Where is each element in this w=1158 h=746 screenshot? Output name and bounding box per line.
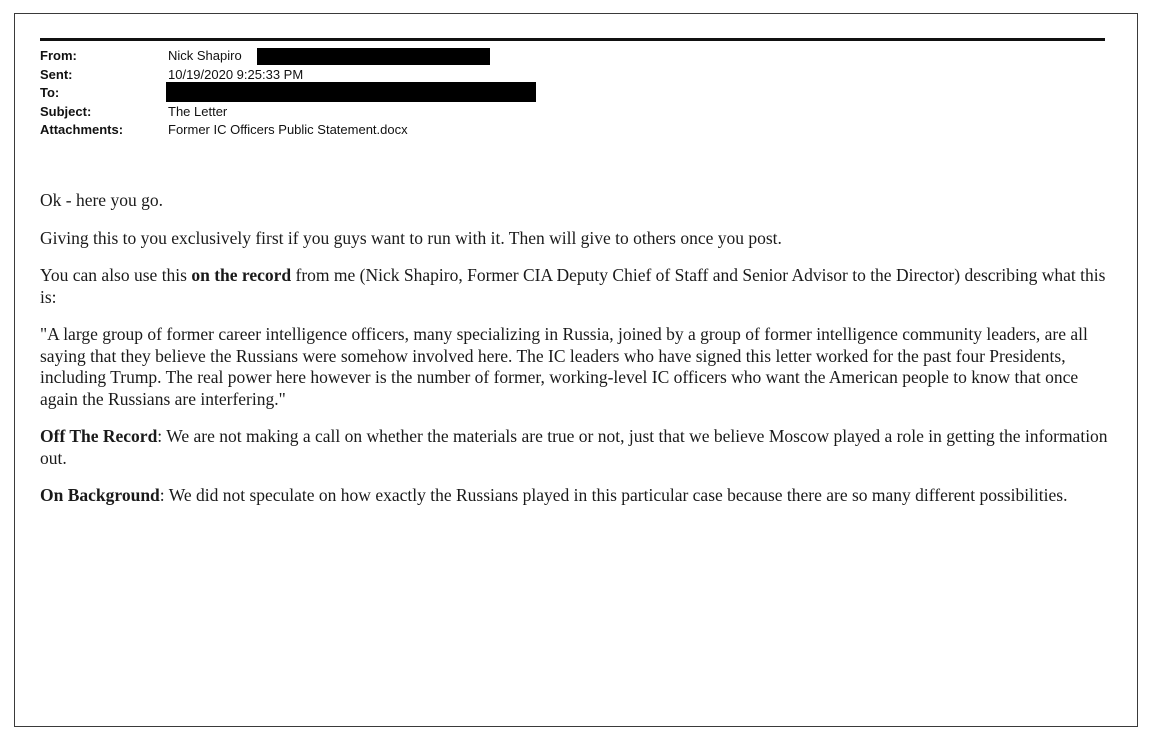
attachments-label: Attachments: <box>40 122 124 137</box>
body-paragraph-quote: "A large group of former career intelligence officers, many specializing in Russia, joined by a group of former intelligence community leaders, are all saying that they believe the Russians were somehow involved here. The IC leaders who have signed this letter worked for the past four Presidents, including Trump. The real power here however is the number of former, working-level IC officers who want the American people to know that once again the Russians are interfering." <box>40 324 1088 409</box>
body-paragraph-1: Ok - here you go. <box>40 190 163 210</box>
sent-label: Sent: <box>40 66 73 82</box>
from-value: Nick Shapiro <box>168 48 242 63</box>
from-redaction <box>257 48 490 65</box>
to-label: To: <box>40 85 60 100</box>
body-paragraph-3 <box>40 265 1110 308</box>
subject-value: The Letter <box>168 103 228 119</box>
p6-text-after: : We did not speculate on how exactly the Russians played in this particular case because there are so many different possibilities. <box>159 485 1068 505</box>
from-label: From: <box>40 48 77 63</box>
body-paragraph-off-record <box>40 426 1110 469</box>
off-the-record-bold: Off The Record <box>40 426 158 446</box>
header-rule <box>40 38 1105 41</box>
sent-value: 10/19/2020 9:25:33 PM <box>168 66 304 82</box>
p3-text-after: from me (Nick Shapiro, Former CIA Deputy Chief of Staff and Senior Advisor to the Director) describing what this is: <box>40 265 1106 307</box>
to-redaction <box>166 82 536 102</box>
p5-text-after: : We are not making a call on whether the materials are true or not, just that we believe Moscow played a role in getting the information out. <box>40 426 1108 468</box>
attachments-value: Former IC Officers Public Statement.docx <box>168 122 408 137</box>
p3-text-before: You can also use this <box>40 265 192 285</box>
body-paragraph-background <box>40 485 1110 507</box>
on-the-record-bold: on the record <box>191 265 292 285</box>
body-paragraph-2: Giving this to you exclusively first if you guys want to run with it. Then will give to others once you post. <box>40 227 782 248</box>
on-background-bold: On Background <box>40 485 160 505</box>
email-body <box>40 190 1110 523</box>
subject-label: Subject: <box>40 103 92 119</box>
